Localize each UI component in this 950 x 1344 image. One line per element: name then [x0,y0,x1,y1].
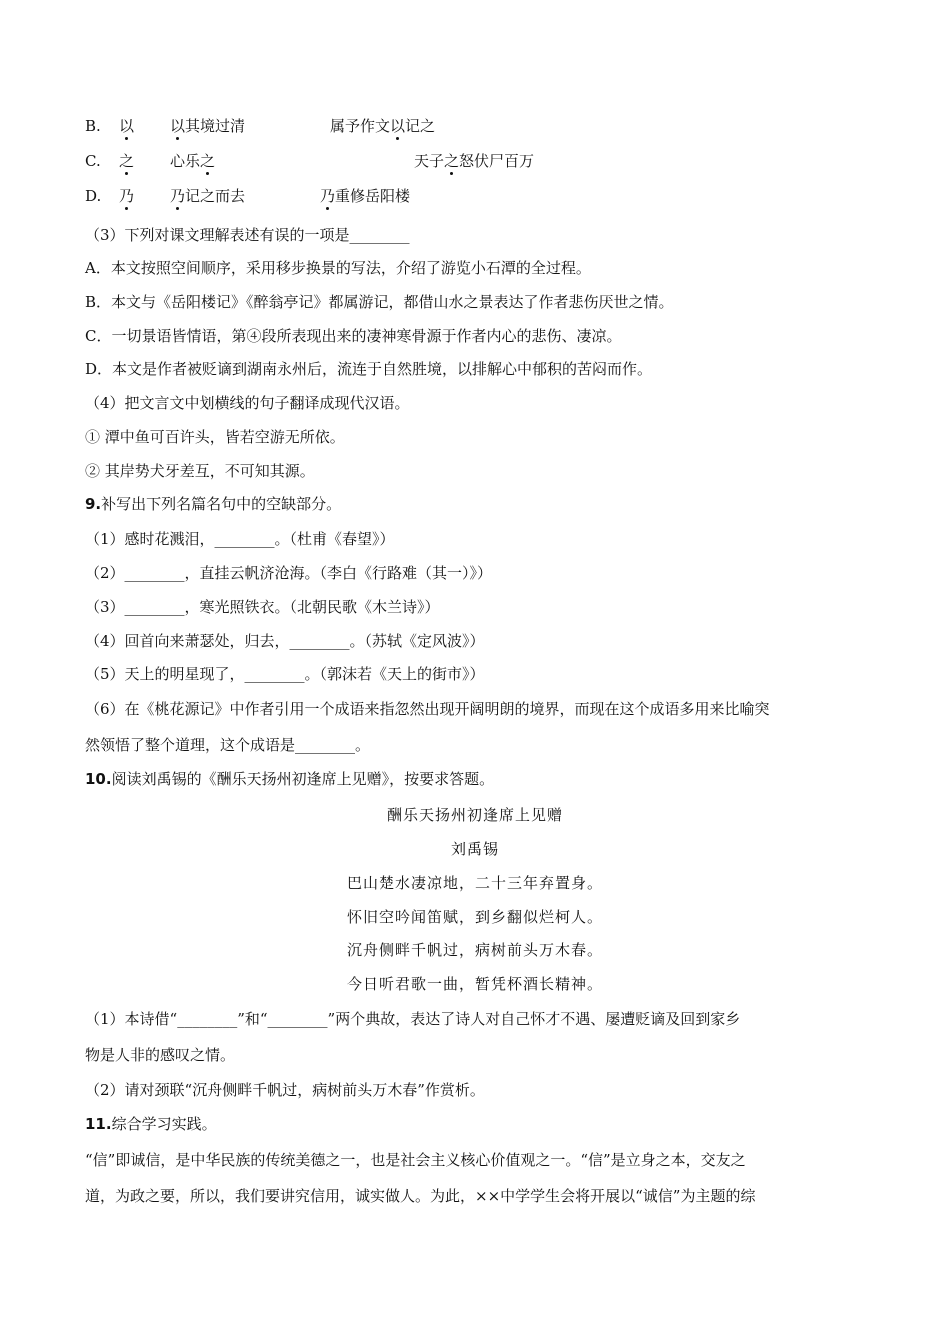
example-1: 心乐之 [170,152,216,170]
poem-line-4: 今日听君歌一曲，暂凭杯酒长精神。 [346,975,603,993]
q9-item-1: （1）感时花溅泪，________。（杜甫《春望》） [85,530,395,548]
q8-3-option-d: D．本文是作者被贬谪到湖南永州后，流连于自然胜境，以排解心中郁积的苦闷而作。 [85,360,653,378]
question-stem: 阅读刘禹锡的《酬乐天扬州初逢席上见赠》，按要求答题。 [111,770,495,788]
poem-line-2: 怀旧空吟闻笛赋，到乡翻似烂柯人。 [346,908,603,926]
q9-heading [85,494,341,514]
q10-1-line-1: （1）本诗借“________”和“________”两个典故，表达了诗人对自己怀才不遇、屡遭贬谪及回到家乡 [85,1010,741,1028]
dotted-char: 以 [119,117,135,135]
q8-3-option-b: B．本文与《岳阳楼记》《醉翁亭记》都属游记，都借山水之景表达了作者悲伤厌世之情。 [85,293,674,311]
q8-3-option-a: A．本文按照空间顺序，采用移步换景的写法，介绍了游览小石潭的全过程。 [85,259,591,277]
q9-item-6-line-2: 然领悟了整个道理，这个成语是________。 [85,736,371,754]
option-letter: D. [85,187,102,205]
question-number: 11. [85,1115,112,1133]
q11-paragraph-line-2: 道，为政之要，所以，我们要讲究信用，诚实做人。为此，××中学学生会将开展以“诚信”为主题的综 [85,1187,756,1205]
poem-line-3: 沉舟侧畔千帆过，病树前头万木春。 [346,941,603,959]
q9-item-6-line-1: （6）在《桃花源记》中作者引用一个成语来指忽然出现开阔明朗的境界，而现在这个成语多用来比喻突 [85,700,770,718]
q10-1-line-2: 物是人非的感叹之情。 [85,1046,236,1064]
q9-item-3: （3）________，寒光照铁衣。（北朝民歌《木兰诗》） [85,598,440,616]
q8-3-stem: （3）下列对课文理解表述有误的一项是________ [85,226,410,244]
q9-item-4: （4）回首向来萧瑟处，归去，________。（苏轼《定风波》） [85,632,485,650]
dotted-char: 乃 [119,187,135,205]
question-stem: 补写出下列名篇名句中的空缺部分。 [101,495,342,513]
q8-4-sentence-1: ① 潭中鱼可百许头，皆若空游无所依。 [85,428,345,446]
option-letter: C. [85,152,101,170]
poem-line-1: 巴山楚水凄凉地，二十三年弃置身。 [346,874,603,892]
option-letter: B. [85,117,101,135]
question-stem: 综合学习实践。 [111,1115,217,1133]
q10-2: （2）请对颈联“沉舟侧畔千帆过，病树前头万木春”作赏析。 [85,1081,485,1099]
dotted-char: 之 [119,152,135,170]
q8-3-option-c: C．一切景语皆情语，第④段所表现出来的凄神寒骨源于作者内心的悲伤、凄凉。 [85,327,622,345]
q8-4-stem: （4）把文言文中划横线的句子翻译成现代汉语。 [85,394,410,412]
q9-item-5: （5）天上的明星现了，________。（郭沫若《天上的街市》） [85,665,485,683]
q10-heading [85,769,494,789]
poem-title: 酬乐天扬州初逢席上见赠 [386,806,563,824]
q11-paragraph-line-1: “信”即诚信，是中华民族的传统美德之一，也是社会主义核心价值观之一。“信”是立身之本，交友之 [85,1151,746,1169]
example-2: 乃重修岳阳楼 [320,187,411,205]
question-number: 10. [85,770,112,788]
q8-4-sentence-2: ② 其岸势犬牙差互，不可知其源。 [85,462,315,480]
q11-heading [85,1114,217,1134]
poem-author: 刘禹锡 [450,840,499,858]
question-number: 9. [85,495,102,513]
example-2: 属予作文以记之 [330,117,436,135]
example-1: 以其境过清 [170,117,246,135]
example-2: 天子之怒伏尸百万 [414,152,535,170]
example-1: 乃记之而去 [170,187,246,205]
q9-item-2: （2）________，直挂云帆济沧海。（李白《行路难（其一）》） [85,564,493,582]
